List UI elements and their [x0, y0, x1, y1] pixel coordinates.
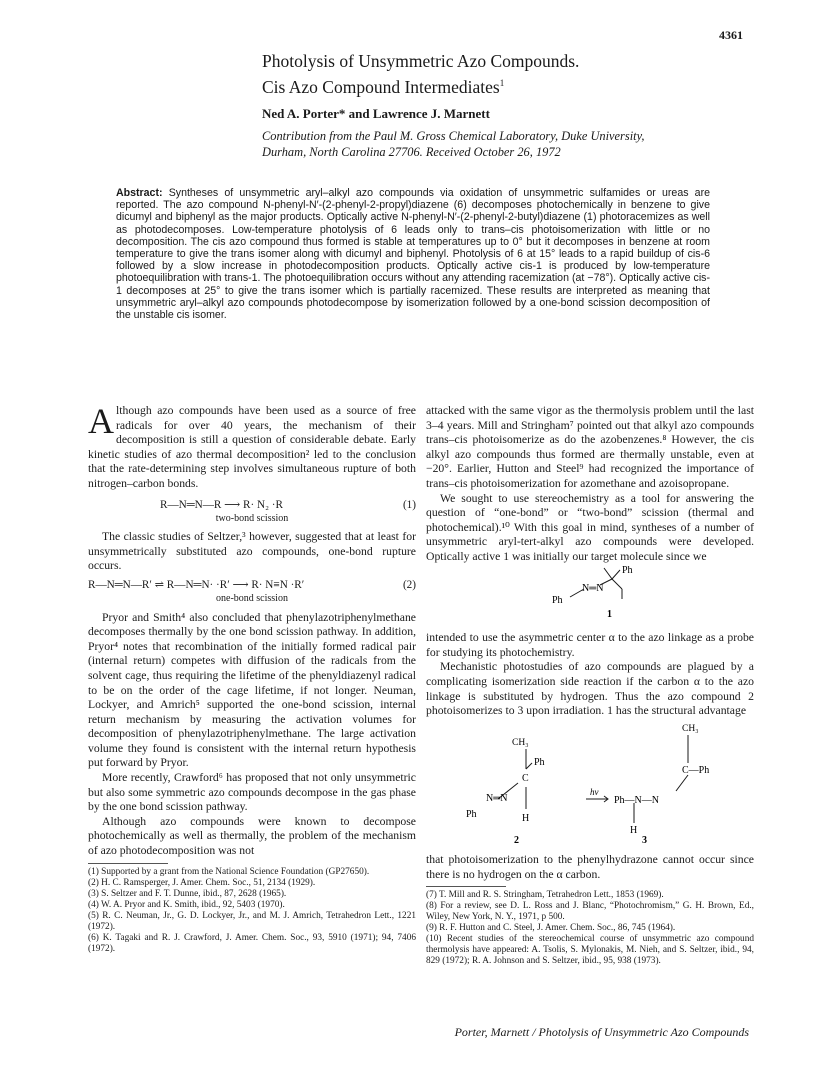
paragraph: Pryor and Smith⁴ also concluded that phenylazotriphenylmethane decomposes thermally by the one bond scission pathway. In addition, Pryor⁴ notes that recombination of the initially formed radical pair (internal return) competes with diffusion of the radicals from the solvent cage, thus requiring the lifetime of the phenyldiazenyl radical to be on the order of the cage lifetime, if not longer. Neuman, Lockyer, and Amrich⁵ supported the one-bond scission, internal return mechanism by measuring the activation volumes for decomposition of phenylazotriphenylmethane. The large activation volume they found is consistent with the internal return hypothesis put forward by Pryor.: [88, 610, 416, 770]
paragraph-text: lthough azo compounds have been used as a source of free radicals for over 40 years, the mechanism of their decomposition is still a question of considerable debate. Early kinetic studies of azo thermal decomposition² led to the conclusion that the rate-determining step involves simultaneous rupture of both nitrogen–carbon bonds.: [88, 404, 416, 490]
footnote: (6) K. Tagaki and R. J. Crawford, J. Amer. Chem. Soc., 93, 5910 (1971); 94, 7406 (1972).: [88, 932, 416, 954]
azo-label: N═N: [486, 792, 508, 804]
paragraph: Mechanistic photostudies of azo compounds are plagued by a complicating isomerization side reaction if the carbon α to the azo linkage is substituted by hydrogen. Thus the azo compound 2 photoisomerizes to 3 upon irradiation. 1 has the structural advantage: [426, 660, 754, 718]
footnote: (8) For a review, see D. L. Ross and J. Blanc, “Photochromism,” G. H. Brown, Ed., Wiley, New York, N. Y., 1971, p 500.: [426, 901, 754, 923]
running-footer: Porter, Marnett / Photolysis of Unsymmetric Azo Compounds: [454, 1025, 749, 1039]
footnote: (4) W. A. Pryor and K. Smith, ibid., 92, 5403 (1970).: [88, 899, 285, 910]
structure-1-ph-top: Ph: [622, 564, 633, 576]
left-column: [88, 401, 416, 955]
title-line-1: Photolysis of Unsymmetric Azo Compounds.: [262, 51, 580, 71]
equation-2-number: (2): [402, 578, 416, 591]
paragraph: We sought to use stereochemistry as a tool for answering the question of “one-bond” or “two-bond” scission (thermal and photochemical).¹⁰ With this goal in mind, syntheses of a number of unsymmetric aryl-tert-alkyl azo compounds were developed. Optically active 1 was initially our target molecule since we: [426, 491, 754, 563]
structure-1: [426, 565, 754, 627]
title-footnote-marker: 1: [499, 78, 505, 88]
abstract-text: Syntheses of unsymmetric aryl–alkyl azo compounds via oxidation of unsymmetric sulfamides or ureas are reported. The azo compound N-phenyl-N′-(2-phenyl-2-propyl)diazene (6) decomposes photochemically in benzene to give dicumyl and biphenyl as the major products. Optically active N-phenyl-N′-(2-phenyl-2-butyl)diazene (1) photoracemizes as well as photodecomposes. Low-temperature photolysis of 6 leads only to trans–cis photoisomerization with little or no decomposition. The cis azo compound thus formed is stable at temperatures up to 0° but it decomposes in benzene at room temperature to give the trans isomer along with dicumyl and biphenyl. Photolysis of 6 at 15° leads to a rapid buildup of cis-6 followed by a slow increase in photodecomposition products. Optically active cis-1 is produced by low-temperature photoequilibration with trans-1. The photoequilibration occurs without any attending racemization (at −78°). Optically active cis-1 decomposes at 25° to give the trans isomer which is partially racemized. These results are interpreted as meaning that unsymmetric aryl–alkyl azo compounds photodecompose by isomerization followed by a one-bond scission decomposition of the unstable cis isomer.: [116, 187, 710, 322]
c-ph-label: C—Ph: [682, 764, 710, 776]
article-title: [262, 50, 579, 98]
structure-2-label: 2: [514, 834, 519, 846]
paragraph: attacked with the same vigor as the thermolysis problem until the last 3–4 years. Mill and Stringham⁷ pointed out that alkyl azo compounds trans–cis photoisomerize as do the azobenzenes.⁸ However, the cis alkyl azo compounds thus formed are thermally unstable, even at −20°. Earlier, Hutton and Steel⁹ had recognized the importance of trans–cis photoisomerization for azomethane and azoisopropane.: [426, 404, 754, 490]
footnotes: [426, 890, 754, 967]
equation-2-formula: R—N═N—R′ ⇌ R—N═N· ·R′ ⟶ R· N≡N ·R′: [88, 578, 305, 591]
affiliation: [262, 128, 645, 160]
paragraph: [88, 401, 416, 492]
right-column: [426, 404, 754, 967]
footnote: (2) H. C. Ramsperger, J. Amer. Chem. Soc., 51, 2134 (1929).: [88, 877, 316, 888]
abstract: [116, 187, 710, 321]
ph-left-label: Ph: [466, 808, 477, 820]
paragraph: More recently, Crawford⁶ has proposed that not only unsymmetric but also some symmetric azo compounds decompose in the gas phase by the one bond scission pathway.: [88, 771, 416, 814]
footnotes: [88, 867, 416, 955]
ch3-label: CH₃: [512, 737, 529, 748]
hv-label: hν: [590, 786, 599, 797]
carbon-label: C: [522, 772, 529, 784]
structure-1-azo: N═N: [582, 582, 604, 594]
footnote: (9) R. F. Hutton and C. Steel, J. Amer. Chem. Soc., 86, 745 (1964).: [426, 923, 676, 934]
footnote-rule: [426, 886, 506, 887]
page-number: 4361: [719, 28, 743, 42]
equation-1-formula: R—N═N—R ⟶ R· N₂ ·R: [160, 498, 283, 511]
footnote: (5) R. C. Neuman, Jr., G. D. Lockyer, Jr., and M. J. Amrich, Tetrahedron Lett., 1221 (1972).: [88, 910, 416, 932]
footnote: (3) S. Seltzer and F. T. Dunne, ibid., 87, 2628 (1965).: [88, 888, 287, 899]
hydrazone-h-label: H: [630, 824, 638, 836]
paragraph: Although azo compounds were known to decompose photochemically as well as thermally, the problem of the mechanism of azo photodecomposition was not: [88, 814, 416, 858]
ch3-right-label: CH₃: [682, 723, 699, 734]
equation-2: [88, 578, 416, 592]
structure-3-label: 3: [642, 834, 647, 846]
abstract-label: Abstract:: [116, 187, 163, 199]
drop-cap: A: [88, 401, 114, 441]
paragraph: The classic studies of Seltzer,³ however, suggested that at least for unsymmetrically substituted azo compounds, one-bond rupture occurs.: [88, 530, 416, 573]
title-line-2-text: Cis Azo Compound Intermediates: [262, 76, 500, 97]
affiliation-line-1: Contribution from the Paul M. Gross Chemical Laboratory, Duke University,: [262, 129, 645, 143]
structure-1-label: 1: [607, 608, 612, 620]
footnote: (10) Recent studies of the stereochemical course of unsymmetric azo compound thermolysis have appeared: A. Tsolis, S. Mylonakis, M. Nieh, and S. Seltzer, ibid., 94, 829 (1972); R. A. Johnson and S. Seltzer, ibid., 95, 938 (1973).: [426, 934, 754, 967]
paragraph: that photoisomerization to the phenylhydrazone cannot occur since there is no hydrogen on the α carbon.: [426, 853, 754, 881]
hydrogen-label: H: [522, 812, 530, 824]
affiliation-line-2: Durham, North Carolina 27706. Received October 26, 1972: [262, 145, 561, 159]
equation-1-caption: two-bond scission: [215, 512, 289, 524]
equation-1: [88, 498, 416, 512]
structure-1-ph-left: Ph: [552, 594, 563, 606]
equation-1-number: (1): [402, 498, 416, 511]
hydrazone-label: Ph—N—N: [614, 794, 660, 806]
footnote: (1) Supported by a grant from the National Science Foundation (GP27650).: [88, 866, 370, 877]
equation-2-caption: one-bond scission: [216, 592, 288, 604]
title-line-2: [262, 72, 579, 98]
ph-label: Ph: [534, 756, 545, 768]
footnote-rule: [88, 863, 168, 864]
footnote: (7) T. Mill and R. S. Stringham, Tetrahedron Lett., 1853 (1969).: [426, 890, 664, 901]
authors: Ned A. Porter* and Lawrence J. Marnett: [262, 106, 490, 121]
paragraph: intended to use the asymmetric center α to the azo linkage as a probe for studying its photochemistry.: [426, 631, 754, 659]
structures-2-3: [426, 719, 754, 849]
